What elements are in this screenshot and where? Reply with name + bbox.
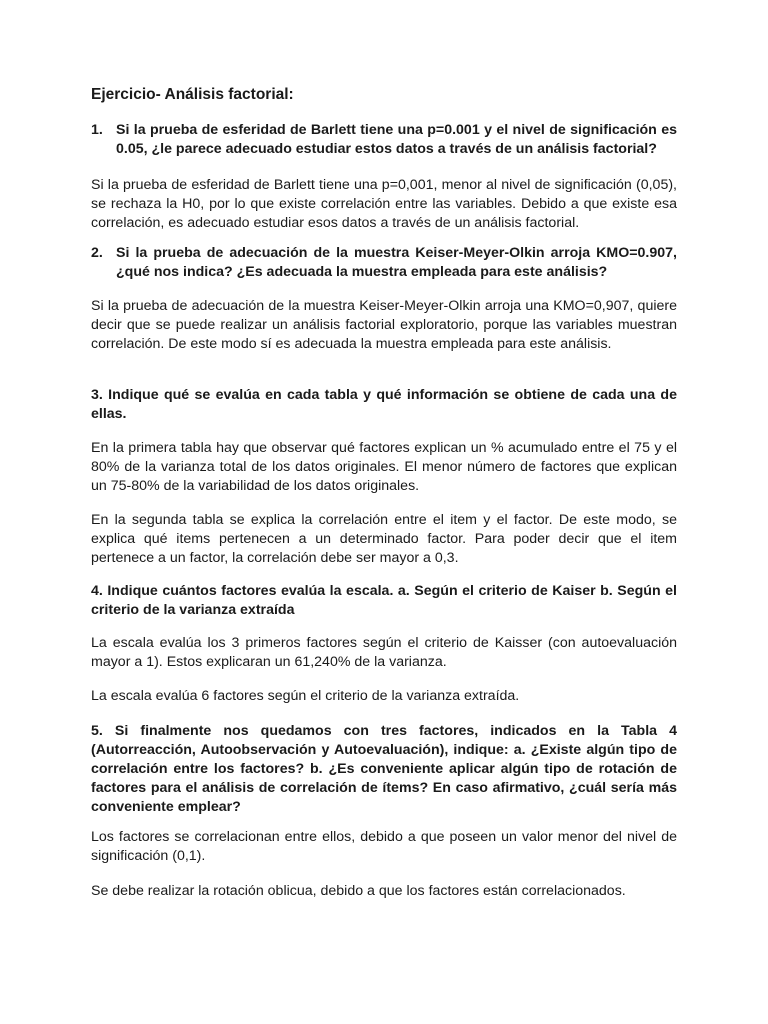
answer-4-paragraph-2: La escala evalúa 6 factores según el criterio de la varianza extraída. [91, 688, 520, 704]
answer-1: Si la prueba de esferidad de Barlett tiene una p=0,001, menor al nivel de significación (0,05), se rechaza la H0, por lo que existe correlación entre las variables. Debido a que existe esa correlación, es adecuado estudiar esos datos a través de un análisis factorial. [91, 177, 677, 231]
question-4: 4. Indique cuántos factores evalúa la escala. a. Según el criterio de Kaiser b. Según el criterio de la varianza extraída [91, 583, 677, 618]
document-title: Ejercicio- Análisis factorial: [91, 86, 294, 103]
answer-2: Si la prueba de adecuación de la muestra Keiser-Meyer-Olkin arroja una KMO=0,907, quiere decir que se puede realizar un análisis factorial exploratorio, porque las variables muestran correlación. De este modo sí es adecuada la muestra empleada para este análisis. [91, 298, 677, 352]
answer-4-paragraph-1: La escala evalúa los 3 primeros factores según el criterio de Kaisser (con autoevaluación mayor a 1). Estos explicaran un 61,240% de la varianza. [91, 635, 677, 670]
question-2-number: 2. [91, 245, 103, 261]
answer-3-paragraph-2: En la segunda tabla se explica la correlación entre el item y el factor. De este modo, se explica qué items pertenecen a un determinado factor. Para poder decir que el item pertenece a un factor, la correlación debe ser mayor a 0,3. [91, 512, 677, 566]
question-5: 5. Si finalmente nos quedamos con tres factores, indicados en la Tabla 4 (Autorreacción, Autoobservación y Autoevaluación), indique: a. ¿Existe algún tipo de correlación entre los factores? b. ¿Es conveniente aplicar algún tipo de rotación de factores para el análisis de correlación de ítems? En caso afirmativo, ¿cuál sería más conveniente emplear? [91, 723, 677, 815]
answer-3-paragraph-1: En la primera tabla hay que observar qué factores explican un % acumulado entre el 75 y el 80% de la varianza total de los datos originales. El menor número de factores que explican un 75-80% de la variabilidad de los datos originales. [91, 440, 677, 494]
answer-5-paragraph-1: Los factores se correlacionan entre ellos, debido a que poseen un valor menor del nivel de significación (0,1). [91, 829, 677, 864]
question-2 [91, 244, 677, 282]
question-1-text: Si la prueba de esferidad de Barlett tiene una p=0.001 y el nivel de significación es 0.05, ¿le parece adecuado estudiar estos datos a través de un análisis factorial? [116, 122, 677, 157]
answer-5-paragraph-2: Se debe realizar la rotación oblicua, debido a que los factores están correlacionados. [91, 883, 626, 899]
question-2-text: Si la prueba de adecuación de la muestra Keiser-Meyer-Olkin arroja KMO=0.907, ¿qué nos indica? ¿Es adecuada la muestra empleada para este análisis? [116, 245, 677, 280]
question-1-number: 1. [91, 122, 103, 138]
question-3: 3. Indique qué se evalúa en cada tabla y qué información se obtiene de cada una de ellas. [91, 387, 677, 422]
question-1 [91, 121, 677, 159]
